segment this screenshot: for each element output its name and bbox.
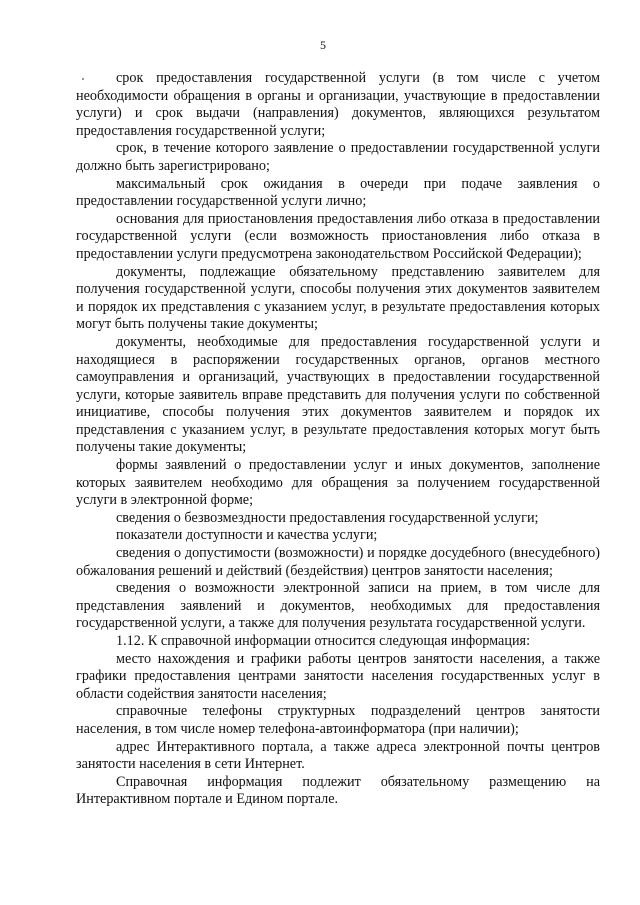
paragraph: справочные телефоны структурных подразделений центров занятости населения, в том числе номер телефона-автоинформатора (при наличии); [76,703,600,737]
paragraph: сведения о допустимости (возможности) и порядке досудебного (внесудебного) обжалования решений и действий (бездействия) центров занятости населения; [76,545,600,579]
paragraph: адрес Интерактивного портала, а также адреса электронной почты центров занятости населения в сети Интернет. [76,738,600,773]
paragraph: документы, необходимые для предоставления государственной услуги и находящиеся в распоряжении государственных органов, органов местного самоуправления и организаций, участвующих в предоставлении государственной услуги, которые заявитель вправе представить для получения услуги по собственной инициативе, способы получения этих документов заявителем и порядок их представления с указанием услуг, в результате предоставления которых могут быть получены такие документы; [76,333,600,456]
paragraph: максимальный срок ожидания в очереди при подаче заявления о предоставлении государственной услуги лично; [76,175,600,210]
paragraph: формы заявлений о предоставлении услуг и иных документов, заполнение которых заявителем необходимо для обращения за получением государственной услуги в электронной форме; [76,457,600,509]
section-heading: 1.12. К справочной информации относится следующая информация: [116,633,531,649]
paragraph: срок, в течение которого заявление о предоставлении государственной услуги должно быть зарегистрировано; [76,140,600,174]
paragraph: место нахождения и графики работы центров занятости населения, а также графики предоставления центрами занятости населения государственных услуг в области содействия занятости населения; [76,650,600,702]
paragraph: сведения о возможности электронной записи на прием, в том числе для представления заявлений и документов, необходимых для предоставления государственной услуги, а также для получения результата государственной услуги. [76,580,600,632]
paragraph: срок предоставления государственной услуги (в том числе с учетом необходимости обращения в органы и организации, участвующие в предоставлении услуги) и срок выдачи (направления) документов, являющихся результатом предоставления государственной услуги; [76,70,600,139]
scan-mark [82,78,84,80]
paragraph: основания для приостановления предоставления либо отказа в предоставлении государственной услуги (если возможность приостановления либо отказа в предоставлении услуги предусмотрена законодательством Российской Федерации); [76,210,600,262]
paragraph: документы, подлежащие обязательному представлению заявителем для получения государственной услуги, способы получения этих документов заявителем и порядок их представления с указанием услуг, в результате предоставления которых могут быть получены такие документы; [76,263,600,333]
paragraph: сведения о безвозмездности предоставления государственной услуги; [116,509,539,526]
paragraph: показатели доступности и качества услуги; [116,527,378,544]
paragraph: Справочная информация подлежит обязательному размещению на Интерактивном портале и Едином портале. [76,773,600,808]
page-number: 5 [320,38,326,52]
